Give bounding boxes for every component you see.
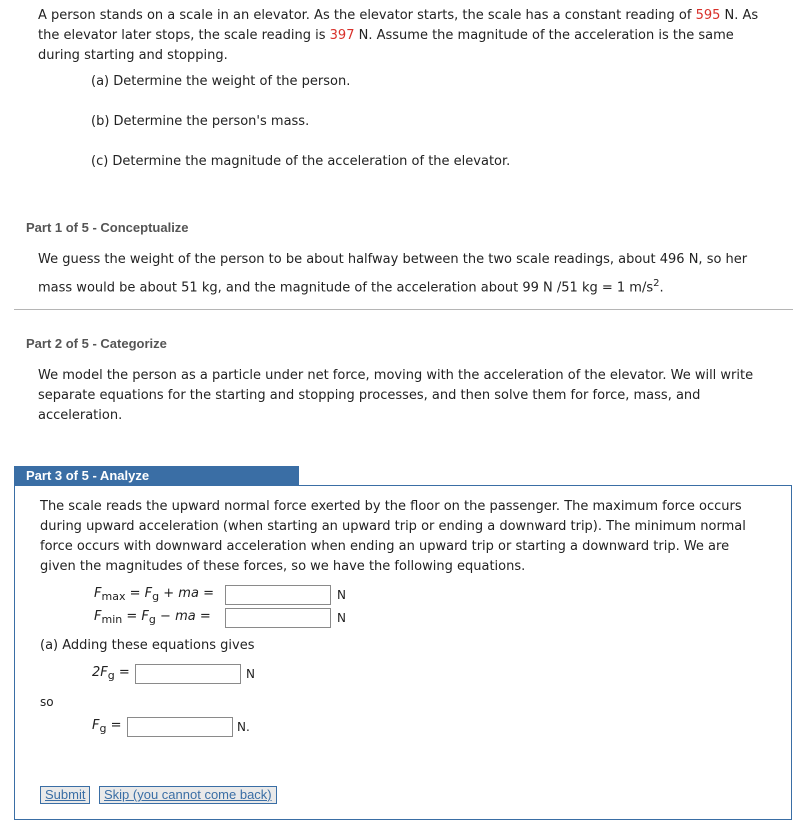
sub-g: g <box>99 722 107 735</box>
unit-n: N <box>337 611 346 625</box>
part2-title: Part 2 of 5 - Categorize <box>26 336 167 351</box>
part2-line-3: acceleration. <box>38 408 123 423</box>
var-f: F <box>92 718 100 733</box>
scale-reading-stop: 397 <box>329 28 355 43</box>
var-f: F <box>94 609 102 624</box>
part3-line-1: The scale reads the upward normal force exerted by the floor on the passenger. The maximum force occurs <box>40 499 742 514</box>
equals: = <box>118 665 130 680</box>
equation-fg <box>92 718 122 733</box>
equals: = <box>110 718 122 733</box>
part3-line-3: force occurs with downward acceleration when ending an upward trip or starting a downward trip. We are <box>40 539 730 554</box>
question-a: (a) Determine the weight of the person. <box>91 74 351 89</box>
sub-g: g <box>107 669 115 682</box>
scale-reading-start: 595 <box>695 8 721 23</box>
part3-title-tab: Part 3 of 5 - Analyze <box>14 466 299 486</box>
fg-input[interactable] <box>127 717 233 737</box>
problem-line-3: during starting and stopping. <box>38 48 228 63</box>
plus: + <box>163 586 175 601</box>
var-f: F <box>141 609 149 624</box>
superscript-2: 2 <box>653 278 660 289</box>
problem-text: N. Assume the magnitude of the acceleration is the same <box>354 28 734 43</box>
var-ma: ma <box>178 586 199 601</box>
sub-g: g <box>148 613 156 626</box>
problem-line-1 <box>38 6 758 26</box>
part3-line-4: given the magnitudes of these forces, so we have the following equations. <box>40 559 526 574</box>
fmax-input[interactable] <box>225 585 331 605</box>
part1-title: Part 1 of 5 - Conceptualize <box>26 220 189 235</box>
part1-line-1: We guess the weight of the person to be about halfway between the two scale readings, about 496 N, so her <box>38 252 748 267</box>
so-text: so <box>40 695 54 709</box>
sub-g: g <box>152 590 160 603</box>
var-2f: 2F <box>92 665 108 680</box>
unit-n: N <box>337 588 346 602</box>
problem-line-2 <box>38 26 734 46</box>
divider <box>14 309 793 310</box>
question-b: (b) Determine the person's mass. <box>91 114 310 129</box>
equals: = <box>199 609 211 624</box>
sub-max: max <box>101 590 126 603</box>
fmin-input[interactable] <box>225 608 331 628</box>
var-ma: ma <box>175 609 196 624</box>
equals: = <box>203 586 214 601</box>
adding-equations-text: (a) Adding these equations gives <box>40 638 255 653</box>
equals: = <box>126 609 138 624</box>
part2-line-2: separate equations for the starting and stopping processes, and then solve them for force, mass, and <box>38 388 701 403</box>
equation-fmin <box>94 609 211 624</box>
part3-line-2: during upward acceleration (when starting an upward trip or ending a downward trip). The minimum normal <box>40 519 746 534</box>
problem-text: the elevator later stops, the scale reading is <box>38 28 330 43</box>
question-c: (c) Determine the magnitude of the acceleration of the elevator. <box>91 154 511 169</box>
submit-button[interactable]: Submit <box>40 786 90 804</box>
var-f: F <box>144 586 153 601</box>
two-fg-input[interactable] <box>135 664 241 684</box>
part1-period: . <box>659 280 664 296</box>
part2-line-1: We model the person as a particle under net force, moving with the acceleration of the elevator. We will write <box>38 368 754 383</box>
problem-text: A person stands on a scale in an elevator. As the elevator starts, the scale has a constant reading of <box>38 8 696 23</box>
var-f: F <box>94 586 102 601</box>
equation-fmax <box>94 586 214 601</box>
equation-2fg <box>92 665 130 680</box>
unit-n-period: N. <box>237 720 250 734</box>
part1-line-2 <box>38 274 664 298</box>
unit-n: N <box>246 667 255 681</box>
skip-button[interactable]: Skip (you cannot come back) <box>99 786 277 804</box>
part1-text: mass would be about 51 kg, and the magnitude of the acceleration about 99 N /51 kg = 1 m/s <box>38 280 654 296</box>
minus: − <box>160 609 171 624</box>
sub-min: min <box>101 613 123 626</box>
problem-text: N. As <box>720 8 759 23</box>
equals: = <box>129 586 141 601</box>
